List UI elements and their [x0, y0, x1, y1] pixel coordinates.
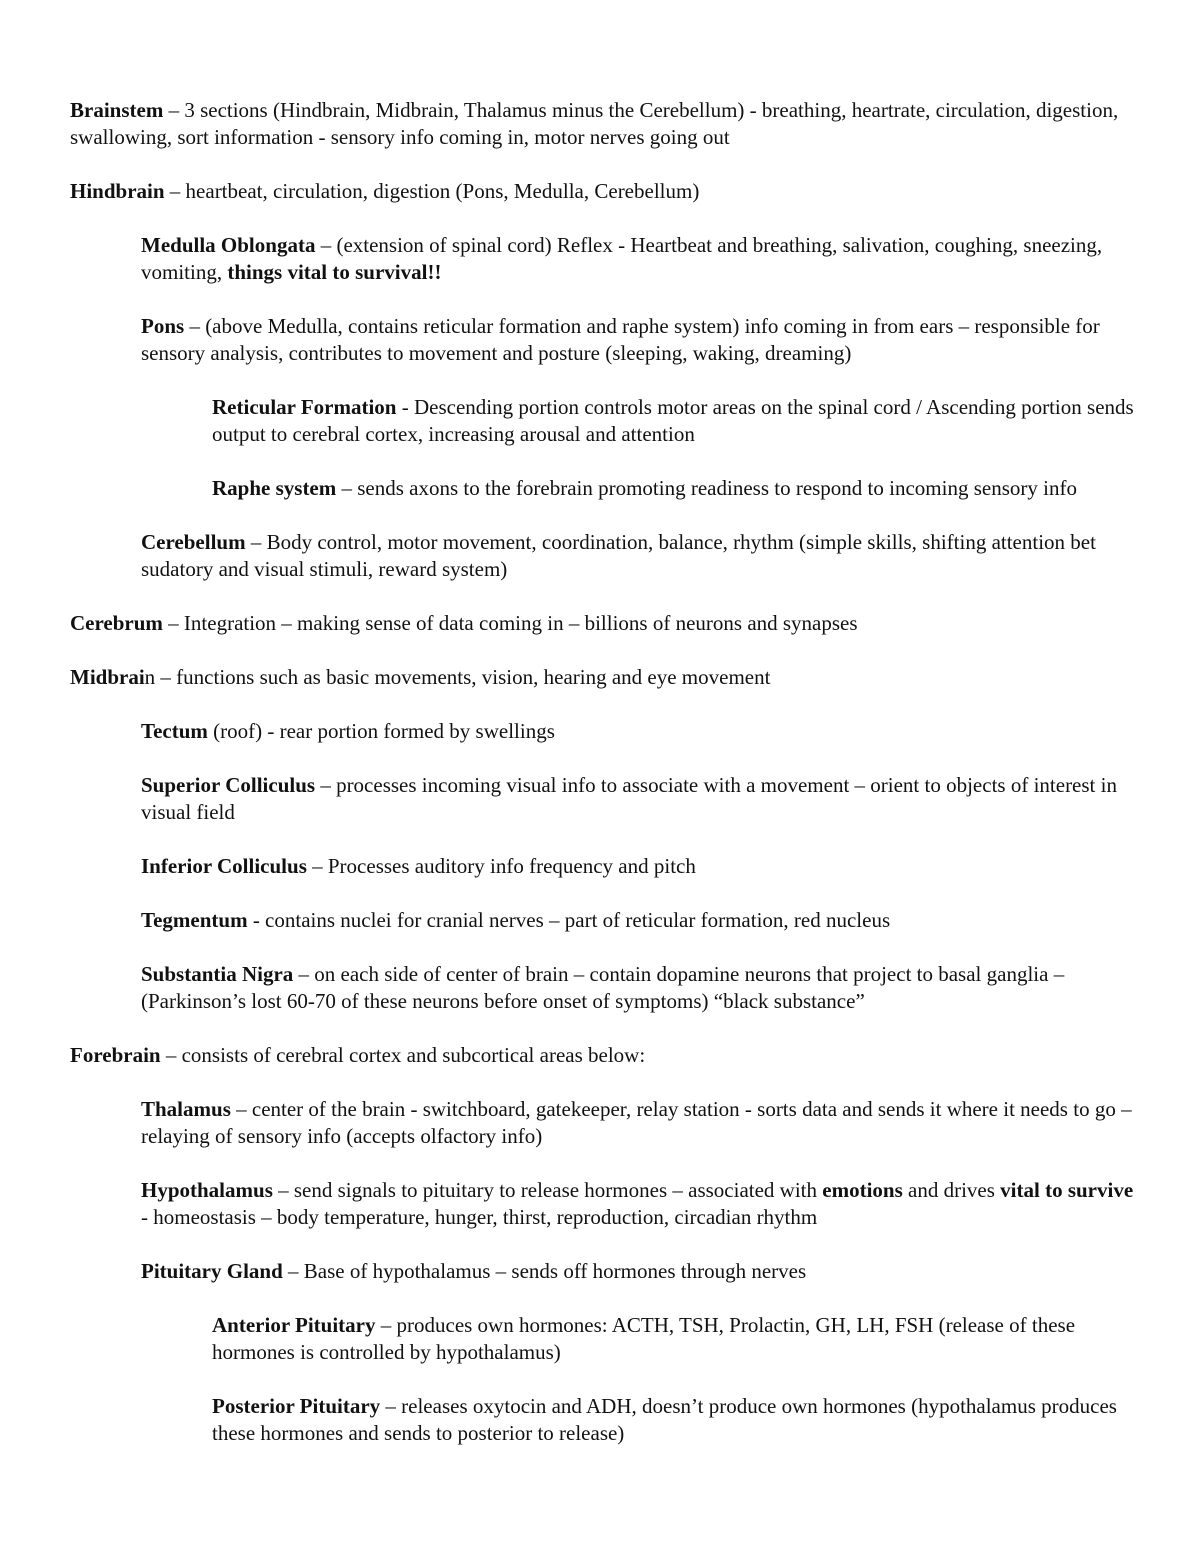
description: – sends axons to the forebrain promoting readiness to respond to incoming sensory info — [336, 476, 1077, 500]
term: Medulla Oblongata — [141, 233, 316, 257]
term: Midbrai — [70, 665, 145, 689]
entry-substantia-nigra — [141, 961, 1140, 1015]
entry-inferior-colliculus — [141, 853, 1140, 880]
term: Anterior Pituitary — [212, 1313, 376, 1337]
term: Cerebrum — [70, 611, 163, 635]
entry-anterior-pituitary — [212, 1312, 1140, 1366]
term: Superior Colliculus — [141, 773, 316, 797]
description: – on each side of center of brain – contain dopamine neurons that project to basal ganglia – (Parkinson’s lost 60-70 of these neurons before onset of symptoms) “black substance” — [141, 962, 1065, 1013]
description-continued: and drives — [902, 1178, 1001, 1202]
description: – (above Medulla, contains reticular formation and raphe system) info coming in from ears – responsible for sensory analysis, contributes to movement and posture (sleeping, waking, dreaming) — [141, 314, 1100, 365]
term: Tectum — [141, 719, 208, 743]
emphasis: vital to survive — [1000, 1178, 1134, 1202]
entry-pituitary-gland — [141, 1258, 1140, 1285]
entry-midbrain — [70, 664, 1140, 691]
term: Hypothalamus — [141, 1178, 273, 1202]
term: Thalamus — [141, 1097, 231, 1121]
term: Inferior Colliculus — [141, 854, 307, 878]
term: Hindbrain — [70, 179, 165, 203]
description: - Descending portion controls motor areas on the spinal cord / Ascending portion sends output to cerebral cortex, increasing arousal and attention — [212, 395, 1134, 446]
description: – Processes auditory info frequency and pitch — [306, 854, 696, 878]
description: – heartbeat, circulation, digestion (Pons, Medulla, Cerebellum) — [164, 179, 700, 203]
entry-pons — [141, 313, 1140, 367]
entry-posterior-pituitary — [212, 1393, 1140, 1447]
entry-hypothalamus — [141, 1177, 1140, 1231]
term: Forebrain — [70, 1043, 161, 1067]
description: – Base of hypothalamus – sends off hormones through nerves — [282, 1259, 807, 1283]
description: – releases oxytocin and ADH, doesn’t produce own hormones (hypothalamus produces these hormones and sends to posterior to release) — [212, 1394, 1117, 1445]
description: – send signals to pituitary to release hormones – associated with — [272, 1178, 823, 1202]
term: Brainstem — [70, 98, 164, 122]
term: Pons — [141, 314, 185, 338]
entry-brainstem — [70, 97, 1140, 151]
entry-reticular-formation — [212, 394, 1140, 448]
description: – produces own hormones: ACTH, TSH, Prolactin, GH, LH, FSH (release of these hormones is controlled by hypothalamus) — [212, 1313, 1076, 1364]
description: – Body control, motor movement, coordination, balance, rhythm (simple skills, shifting attention bet sudatory and visual stimuli, reward system) — [141, 530, 1096, 581]
term: Posterior Pituitary — [212, 1394, 381, 1418]
term: Tegmentum — [141, 908, 248, 932]
description: – center of the brain - switchboard, gatekeeper, relay station - sorts data and sends it where it needs to go – relaying of sensory info (accepts olfactory info) — [141, 1097, 1132, 1148]
term: Pituitary Gland — [141, 1259, 283, 1283]
entry-superior-colliculus — [141, 772, 1140, 826]
emphasis: emotions — [822, 1178, 903, 1202]
entry-tegmentum — [141, 907, 1140, 934]
description: (roof) - rear portion formed by swellings — [207, 719, 555, 743]
entry-forebrain — [70, 1042, 1140, 1069]
entry-raphe-system — [212, 475, 1140, 502]
entry-tectum — [141, 718, 1140, 745]
description: – Integration – making sense of data coming in – billions of neurons and synapses — [162, 611, 858, 635]
description: – 3 sections (Hindbrain, Midbrain, Thalamus minus the Cerebellum) - breathing, heartrate, circulation, digestion, swallowing, sort information - sensory info coming in, motor nerves going out — [70, 98, 1119, 149]
entry-thalamus — [141, 1096, 1140, 1150]
term: Cerebellum — [141, 530, 246, 554]
term: Raphe system — [212, 476, 337, 500]
entry-cerebrum — [70, 610, 1140, 637]
description: – consists of cerebral cortex and subcortical areas below: — [160, 1043, 646, 1067]
emphasis: things vital to survival!! — [227, 260, 442, 284]
description-continued: - homeostasis – body temperature, hunger, thirst, reproduction, circadian rhythm — [141, 1205, 818, 1229]
entry-medulla-oblongata — [141, 232, 1140, 286]
term: Reticular Formation — [212, 395, 397, 419]
entry-cerebellum — [141, 529, 1140, 583]
term: Substantia Nigra — [141, 962, 294, 986]
description: – (extension of spinal cord) Reflex - Heartbeat and breathing, salivation, coughing, sneezing, vomiting, — [141, 233, 1103, 284]
description: - contains nuclei for cranial nerves – part of reticular formation, red nucleus — [247, 908, 891, 932]
description: – processes incoming visual info to associate with a movement – orient to objects of interest in visual field — [141, 773, 1117, 824]
entry-hindbrain — [70, 178, 1140, 205]
description: n – functions such as basic movements, vision, hearing and eye movement — [144, 665, 771, 689]
